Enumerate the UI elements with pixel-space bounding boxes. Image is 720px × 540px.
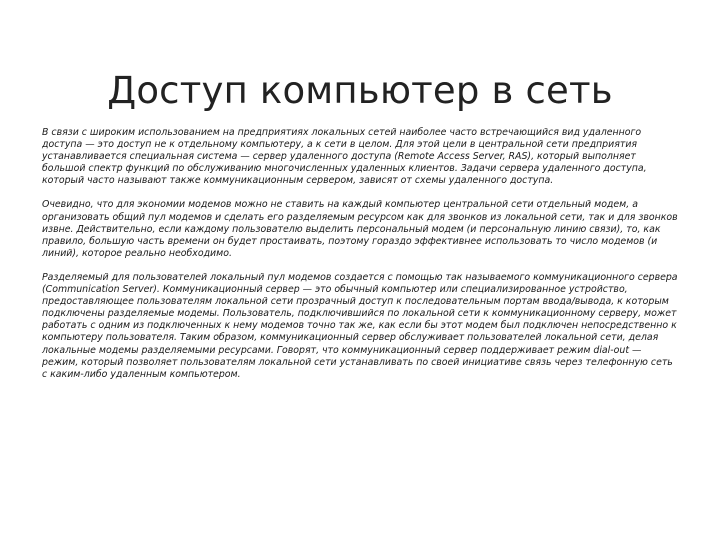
paragraph-modem-pool: Очевидно, что для экономии модемов можно не ставить на каждый компьютер центральной сети отдельный модем, а организовать общий пул модемов и сделать его разделяемым ресурсом как для звонков из локальной сети, так и для звонков извне. Действительно, если каждому пользователю выделить персональный модем (и персональную линию связи), то, как правило, большую часть времени он будет простаивать, поэтому гораздо эффективнее использовать то число модемов (и линий), которое реально необходимо. xyxy=(42,199,678,259)
paragraph-communication-server: Разделяемый для пользователей локальный пул модемов создается с помощью так называемого коммуникационного сервера (Communication Server). Коммуникационный сервер — это обычный компьютер или специализированное устройство, предоставляющее пользователям локальной сети прозрачный доступ к последовательным портам ввода/вывода, к которым подключены разделяемые модемы. Пользователь, подключившийся по локальной сети к коммуникационному серверу, может работать с одним из подключенных к нему модемов точно так же, как если бы этот модем был подключен непосредственно к компьютеру пользователя. Таким образом, коммуникационный сервер обслуживает пользователей локальной сети, делая локальные модемы разделяемыми ресурсами. Говорят, что коммуникационный сервер поддерживает режим dial-out — режим, который позволяет пользователям локальной сети устанавливать по своей инициативе связь через телефонную сеть с каким-либо удаленным компьютером. xyxy=(42,271,678,380)
paragraph-remote-access: В связи с широким использованием на предприятиях локальных сетей наиболее часто встречающийся вид удаленного доступа — это доступ не к отдельному компьютеру, а к сети в целом. Для этой цели в центральной сети предприятия устанавливается специальная система — сервер удаленного доступа (Remote Access Server, RAS), который выполняет большой спектр функций по обслуживанию многочисленных удаленных клиентов. Задачи сервера удаленного доступа, который часто называют также коммуникационным сервером, зависят от схемы удаленного доступа. xyxy=(42,127,647,187)
slide-title: Доступ компьютер в сеть xyxy=(107,68,613,112)
slide-body xyxy=(42,127,680,393)
